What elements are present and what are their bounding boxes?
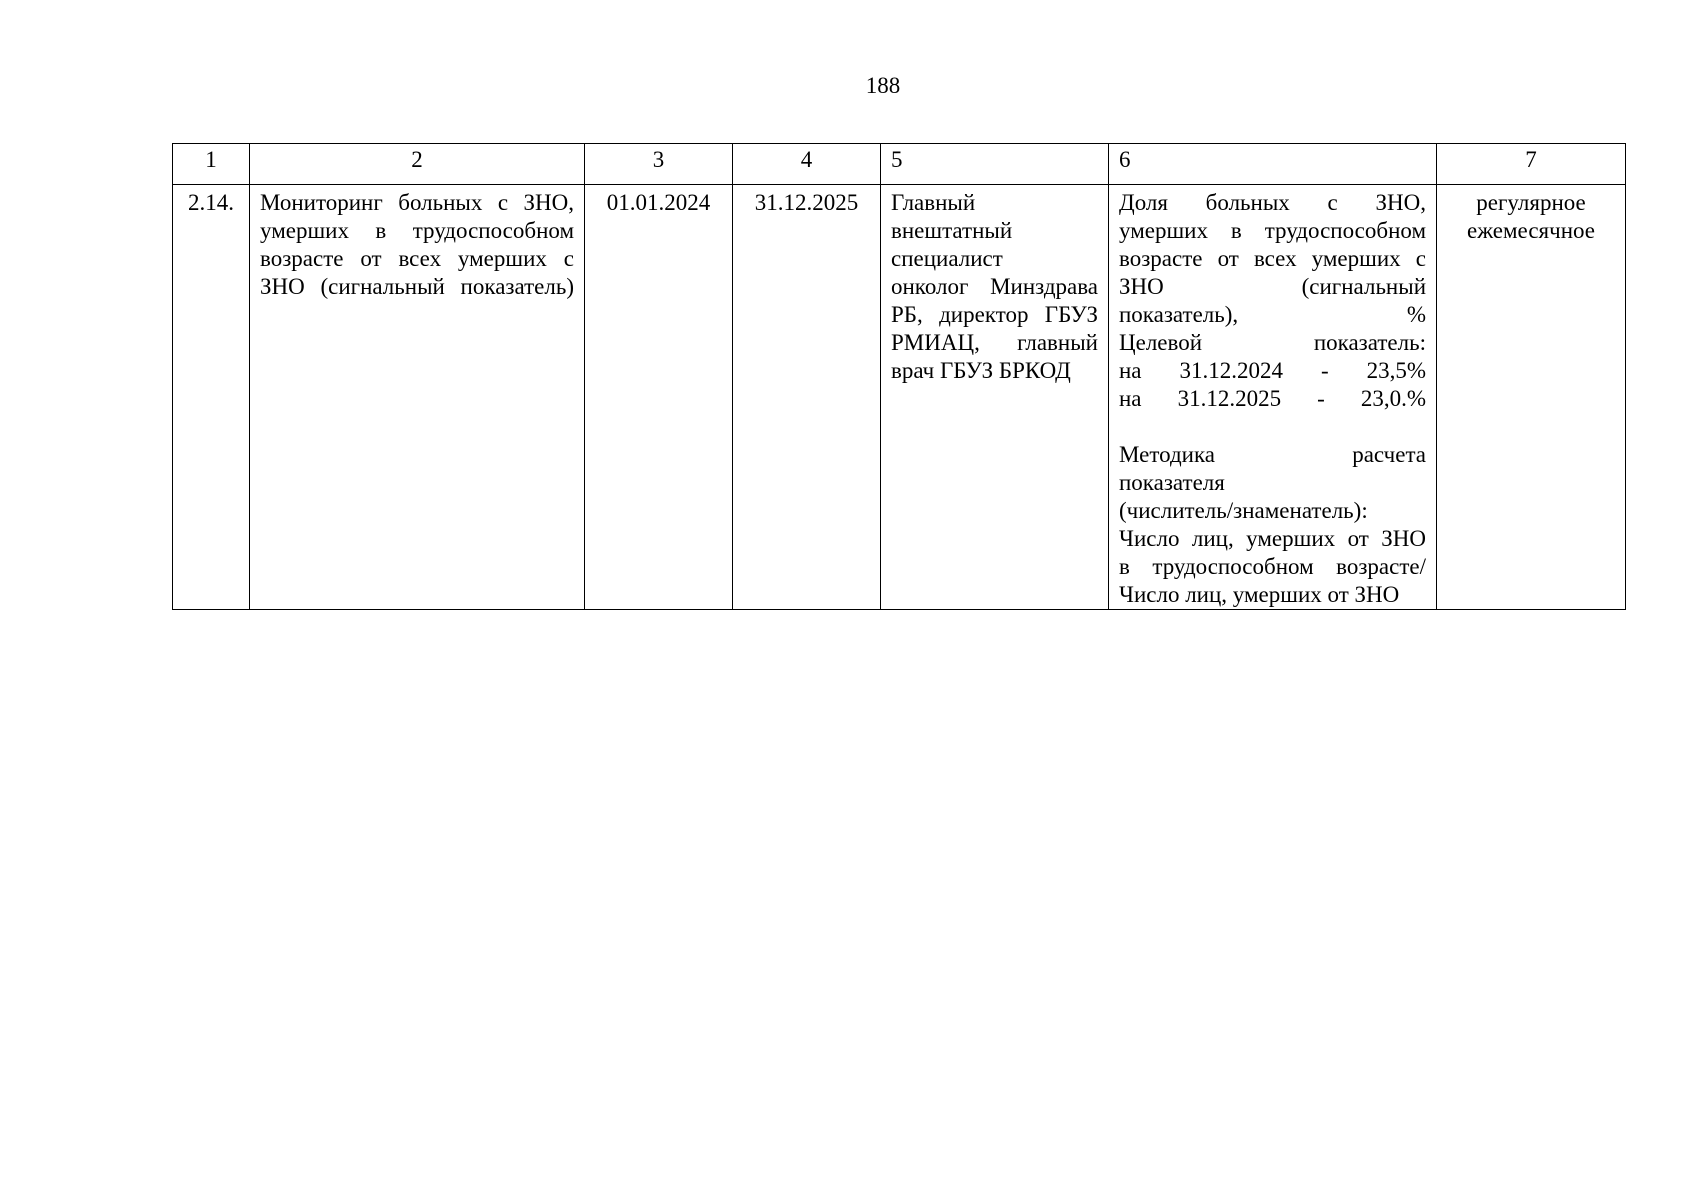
header-cell: 2 bbox=[250, 144, 585, 185]
responsible-text-line: Главный bbox=[891, 190, 976, 215]
frequency-text-line: ежемесячное bbox=[1467, 218, 1595, 243]
event-text-line: умерших в трудоспособном bbox=[260, 218, 574, 243]
indicator-text-line: на 31.12.2024 - 23,5% bbox=[1119, 358, 1426, 383]
responsible-text-line: врач ГБУЗ БРКОД bbox=[891, 358, 1071, 383]
table-row bbox=[173, 185, 1626, 610]
frequency-cell bbox=[1437, 185, 1626, 610]
responsible-text-line: внештатный bbox=[891, 218, 1013, 243]
header-cell: 7 bbox=[1437, 144, 1626, 185]
indicator-text-line: Доля больных с ЗНО, bbox=[1119, 190, 1426, 215]
method-text-line: Число лиц, умерших от ЗНО bbox=[1119, 582, 1400, 607]
indicator-text-line: показатель), % bbox=[1119, 302, 1426, 327]
method-text-line: в трудоспособном возрасте/ bbox=[1119, 554, 1426, 579]
table-header-row bbox=[173, 144, 1626, 185]
row-number-cell: 2.14. bbox=[173, 185, 250, 610]
method-text-line: показателя bbox=[1119, 470, 1225, 495]
indicator-text-line: ЗНО (сигнальный bbox=[1119, 274, 1426, 299]
indicator-text-line: умерших в трудоспособном bbox=[1119, 218, 1426, 243]
responsible-text-line: РБ, директор ГБУЗ bbox=[891, 302, 1098, 327]
page-number: 188 bbox=[865, 73, 901, 98]
header-cell: 6 bbox=[1109, 144, 1437, 185]
indicator-text-line: возрасте от всех умерших с bbox=[1119, 246, 1426, 271]
event-text-line: ЗНО (сигнальный показатель) bbox=[260, 274, 574, 299]
header-cell: 1 bbox=[173, 144, 250, 185]
end-date-cell: 31.12.2025 bbox=[733, 185, 881, 610]
responsible-cell bbox=[881, 185, 1109, 610]
indicator-text-line: Целевой показатель: bbox=[1119, 330, 1426, 355]
responsible-text-line: онколог Минздрава bbox=[891, 274, 1098, 299]
event-text-line: Мониторинг больных с ЗНО, bbox=[260, 190, 574, 215]
plan-table bbox=[172, 143, 1626, 610]
header-cell: 3 bbox=[585, 144, 733, 185]
responsible-text-line: РМИАЦ, главный bbox=[891, 330, 1098, 355]
indicator-text-line: на 31.12.2025 - 23,0.% bbox=[1119, 386, 1426, 411]
start-date-cell: 01.01.2024 bbox=[585, 185, 733, 610]
frequency-text-line: регулярное bbox=[1476, 190, 1586, 215]
method-text-line: Число лиц, умерших от ЗНО bbox=[1119, 526, 1426, 551]
method-text-line: Методика расчета bbox=[1119, 442, 1426, 467]
responsible-text-line: специалист bbox=[891, 246, 1003, 271]
header-cell: 4 bbox=[733, 144, 881, 185]
event-text-line: возрасте от всех умерших с bbox=[260, 246, 574, 271]
header-cell: 5 bbox=[881, 144, 1109, 185]
event-cell bbox=[250, 185, 585, 610]
method-text-line: (числитель/знаменатель): bbox=[1119, 498, 1368, 523]
paragraph-gap bbox=[1119, 413, 1426, 441]
indicator-cell bbox=[1109, 185, 1437, 610]
